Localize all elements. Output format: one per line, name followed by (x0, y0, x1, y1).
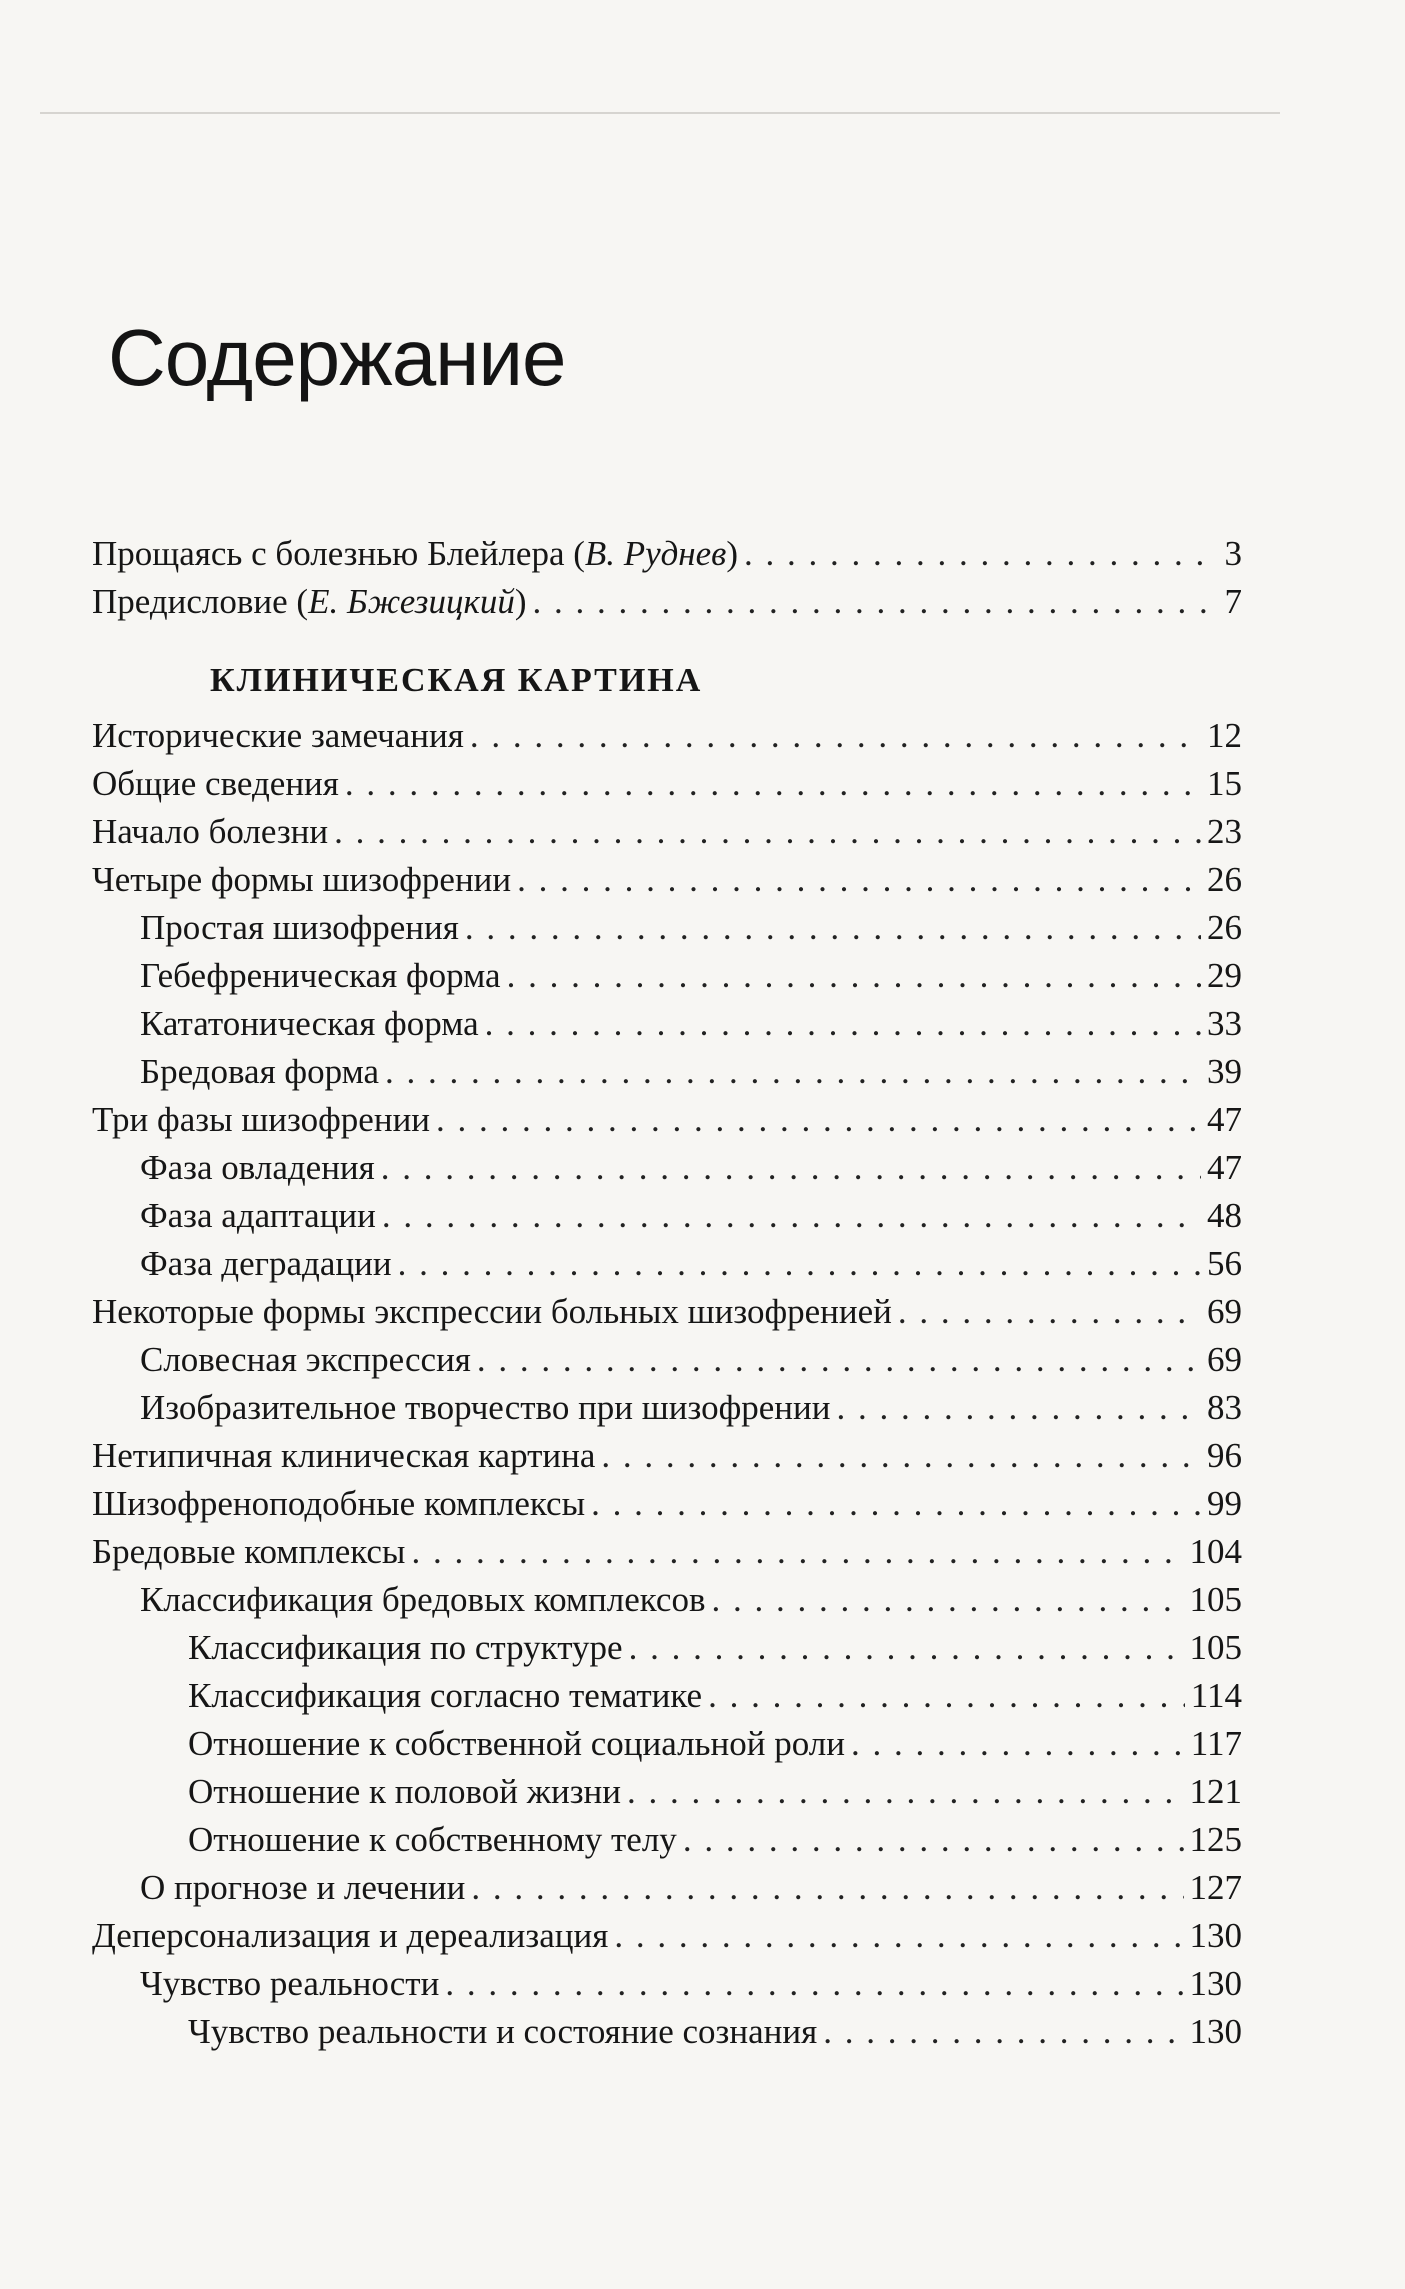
dot-leader (436, 1096, 1201, 1144)
toc-page-number: 7 (1224, 582, 1242, 621)
toc-entry-title (140, 1960, 439, 2008)
toc-entry-title (140, 1240, 392, 1288)
dot-leader (411, 1528, 1183, 1576)
toc-entry-label: Гебефреническая форма (140, 956, 501, 995)
dot-leader (823, 2008, 1183, 2056)
toc-entry-title (92, 808, 328, 856)
toc-entry-label: Деперсонализация и дереализация (92, 1916, 609, 1955)
toc-entry-title (92, 760, 339, 808)
toc-entry-title (92, 856, 511, 904)
toc-entry-label: Исторические замечания (92, 716, 464, 755)
dot-leader (614, 1912, 1183, 1960)
dot-leader (629, 1624, 1184, 1672)
toc-entry-title (140, 1144, 375, 1192)
toc-entry[interactable] (92, 1960, 1242, 2008)
toc-entry-author: Е. Бжезицкий (308, 582, 515, 621)
toc-entry[interactable] (92, 1192, 1242, 1240)
dot-leader (601, 1432, 1201, 1480)
dot-leader (381, 1144, 1201, 1192)
toc-entry-title (140, 1048, 379, 1096)
toc-page-number: 12 (1207, 716, 1242, 755)
toc-entry-label: Общие сведения (92, 764, 339, 803)
toc-page-number: 47 (1207, 1100, 1242, 1139)
toc-entry-title (140, 1384, 831, 1432)
toc-entry[interactable] (92, 712, 1242, 760)
dot-leader (532, 578, 1206, 626)
toc-page-number: 15 (1207, 764, 1242, 803)
toc-entry-label: Предисловие ( (92, 582, 309, 621)
toc-entry-title (92, 578, 526, 626)
toc-page-number: 69 (1207, 1292, 1242, 1331)
toc-entry[interactable] (92, 1240, 1242, 1288)
toc-page-number: 26 (1207, 908, 1242, 947)
toc-entry-label: Простая шизофрения (140, 908, 459, 947)
toc-entry-label: О прогнозе и лечении (140, 1868, 466, 1907)
toc-entry-title (188, 1624, 623, 1672)
dot-leader (837, 1384, 1202, 1432)
toc-entry[interactable] (92, 1912, 1242, 1960)
toc-page-number: 29 (1207, 956, 1242, 995)
toc-entry-title (92, 1432, 595, 1480)
toc-entry-label: Кататоническая форма (140, 1004, 479, 1043)
toc-entry[interactable] (92, 1384, 1242, 1432)
toc-entry[interactable] (92, 1096, 1242, 1144)
toc-page-number: 23 (1207, 812, 1242, 851)
toc-page-number: 117 (1190, 1724, 1242, 1763)
toc-entry-title (92, 1096, 430, 1144)
toc-entry-suffix: ) (726, 534, 739, 573)
toc-entry-title (92, 712, 464, 760)
toc-entry[interactable] (92, 760, 1242, 808)
toc-page-number: 3 (1224, 534, 1242, 573)
dot-leader (712, 1576, 1184, 1624)
dot-leader (708, 1672, 1185, 1720)
dot-leader (385, 1048, 1201, 1096)
toc-entry[interactable] (92, 1000, 1242, 1048)
toc-entry-label: Фаза адаптации (140, 1196, 376, 1235)
toc-entry-label: Чувство реальности (140, 1964, 440, 2003)
toc-page-number: 83 (1207, 1388, 1242, 1427)
toc-page-number: 127 (1189, 1868, 1242, 1907)
header-rule (40, 112, 1280, 114)
toc-entry-label: Три фазы шизофрении (92, 1100, 431, 1139)
toc-page-number: 130 (1189, 1964, 1242, 2003)
toc-entry-label: Словесная экспрессия (140, 1340, 471, 1379)
toc-page-number: 26 (1207, 860, 1242, 899)
toc-entry[interactable] (92, 530, 1242, 578)
toc-entry[interactable] (92, 1048, 1242, 1096)
dot-leader (398, 1240, 1201, 1288)
toc-entry-title (188, 1672, 702, 1720)
toc-entry-label: Классификация бредовых комплексов (140, 1580, 706, 1619)
toc-entry-label: Фаза овладения (140, 1148, 375, 1187)
dot-leader (470, 712, 1201, 760)
dot-leader (382, 1192, 1201, 1240)
toc-page-number: 125 (1189, 1820, 1242, 1859)
toc-entry-label: Шизофреноподобные комплексы (92, 1484, 586, 1523)
dot-leader (744, 530, 1206, 578)
toc-entry-title (140, 1864, 465, 1912)
toc-entry[interactable] (92, 1480, 1242, 1528)
toc-entry[interactable] (92, 578, 1242, 626)
dot-leader (485, 1000, 1201, 1048)
toc-entry-title (140, 1000, 479, 1048)
toc-page-number: 114 (1190, 1676, 1242, 1715)
toc-entry-suffix: ) (514, 582, 527, 621)
toc-entry[interactable] (92, 1672, 1242, 1720)
toc-entry-label: Изобразительное творчество при шизофрении (140, 1388, 831, 1427)
toc-page-number: 96 (1207, 1436, 1242, 1475)
toc-entry-label: Отношение к половой жизни (188, 1772, 621, 1811)
toc-page-number: 69 (1207, 1340, 1242, 1379)
toc-entry-label: Нетипичная клиническая картина (92, 1436, 596, 1475)
toc-entry-title (140, 952, 501, 1000)
toc-page-number: 121 (1189, 1772, 1242, 1811)
toc-entry-label: Классификация согласно тематике (188, 1676, 703, 1715)
dot-leader (517, 856, 1201, 904)
toc-entry-title (92, 1528, 405, 1576)
dot-leader (445, 1960, 1183, 2008)
toc-entry-title (188, 1768, 621, 1816)
toc-entry[interactable] (92, 1816, 1242, 1864)
dot-leader (465, 904, 1201, 952)
dot-leader (471, 1864, 1183, 1912)
toc-page-number: 39 (1207, 1052, 1242, 1091)
toc-entry[interactable] (92, 1576, 1242, 1624)
toc-entry-label: Некоторые формы экспрессии больных шизофренией (92, 1292, 892, 1331)
toc-entry-label: Бредовая форма (140, 1052, 380, 1091)
toc-entry-title (188, 1816, 677, 1864)
toc-entry-label: Отношение к собственной социальной роли (188, 1724, 845, 1763)
toc-entry-label: Классификация по структуре (188, 1628, 623, 1667)
toc-entry[interactable] (92, 1288, 1242, 1336)
toc-entry-title (92, 530, 738, 578)
toc-page-number: 47 (1207, 1148, 1242, 1187)
toc-entry[interactable] (92, 1528, 1242, 1576)
toc-entry-title (92, 1912, 608, 1960)
section-heading: КЛИНИЧЕСКАЯ КАРТИНА (210, 662, 703, 699)
toc-entry-label: Фаза деградации (140, 1244, 392, 1283)
dot-leader (591, 1480, 1201, 1528)
toc-entry[interactable] (92, 1768, 1242, 1816)
dot-leader (334, 808, 1201, 856)
toc-entry[interactable] (92, 856, 1242, 904)
toc-entry-title (140, 1192, 376, 1240)
toc-entry-label: Прощаясь с болезнью Блейлера ( (92, 534, 585, 573)
dot-leader (851, 1720, 1185, 1768)
toc-entry-label: Бредовые комплексы (92, 1532, 406, 1571)
toc-entry-title (140, 1336, 471, 1384)
dot-leader (898, 1288, 1201, 1336)
toc-entry[interactable] (92, 1432, 1242, 1480)
toc-entry-label: Отношение к собственному телу (188, 1820, 677, 1859)
toc-page-number: 104 (1189, 1532, 1242, 1571)
dot-leader (627, 1768, 1184, 1816)
toc-page-number: 56 (1207, 1244, 1242, 1283)
dot-leader (345, 760, 1201, 808)
toc-entry[interactable] (92, 1336, 1242, 1384)
toc-page-number: 105 (1189, 1580, 1242, 1619)
toc-entry-title (140, 1576, 706, 1624)
toc-entry-title (140, 904, 459, 952)
toc-page-number: 130 (1189, 1916, 1242, 1955)
toc-page-number: 130 (1189, 2012, 1242, 2051)
toc-entry[interactable] (92, 808, 1242, 856)
toc-entry-label: Четыре формы шизофрении (92, 860, 512, 899)
toc-entry-title (92, 1480, 585, 1528)
toc-page-number: 99 (1207, 1484, 1242, 1523)
toc-entry-title (188, 1720, 845, 1768)
dot-leader (477, 1336, 1201, 1384)
toc-entry-title (92, 1288, 892, 1336)
toc-entry[interactable] (92, 1144, 1242, 1192)
dot-leader (507, 952, 1201, 1000)
toc-entry[interactable] (92, 1864, 1242, 1912)
toc-entry-label: Чувство реальности и состояние сознания (188, 2012, 818, 2051)
toc-entry[interactable] (92, 904, 1242, 952)
toc-page-number: 105 (1189, 1628, 1242, 1667)
dot-leader (683, 1816, 1184, 1864)
toc-entry[interactable] (92, 952, 1242, 1000)
toc-entry[interactable] (92, 2008, 1242, 2056)
toc-entry[interactable] (92, 1720, 1242, 1768)
toc-entry-author: В. Руднев (584, 534, 727, 573)
toc-entry[interactable] (92, 1624, 1242, 1672)
toc-page-number: 48 (1207, 1196, 1242, 1235)
toc-entry-label: Начало болезни (92, 812, 329, 851)
toc-page-number: 33 (1207, 1004, 1242, 1043)
table-of-contents (92, 530, 1242, 2056)
page-title: Содержание (108, 313, 566, 402)
toc-entry-title (188, 2008, 817, 2056)
